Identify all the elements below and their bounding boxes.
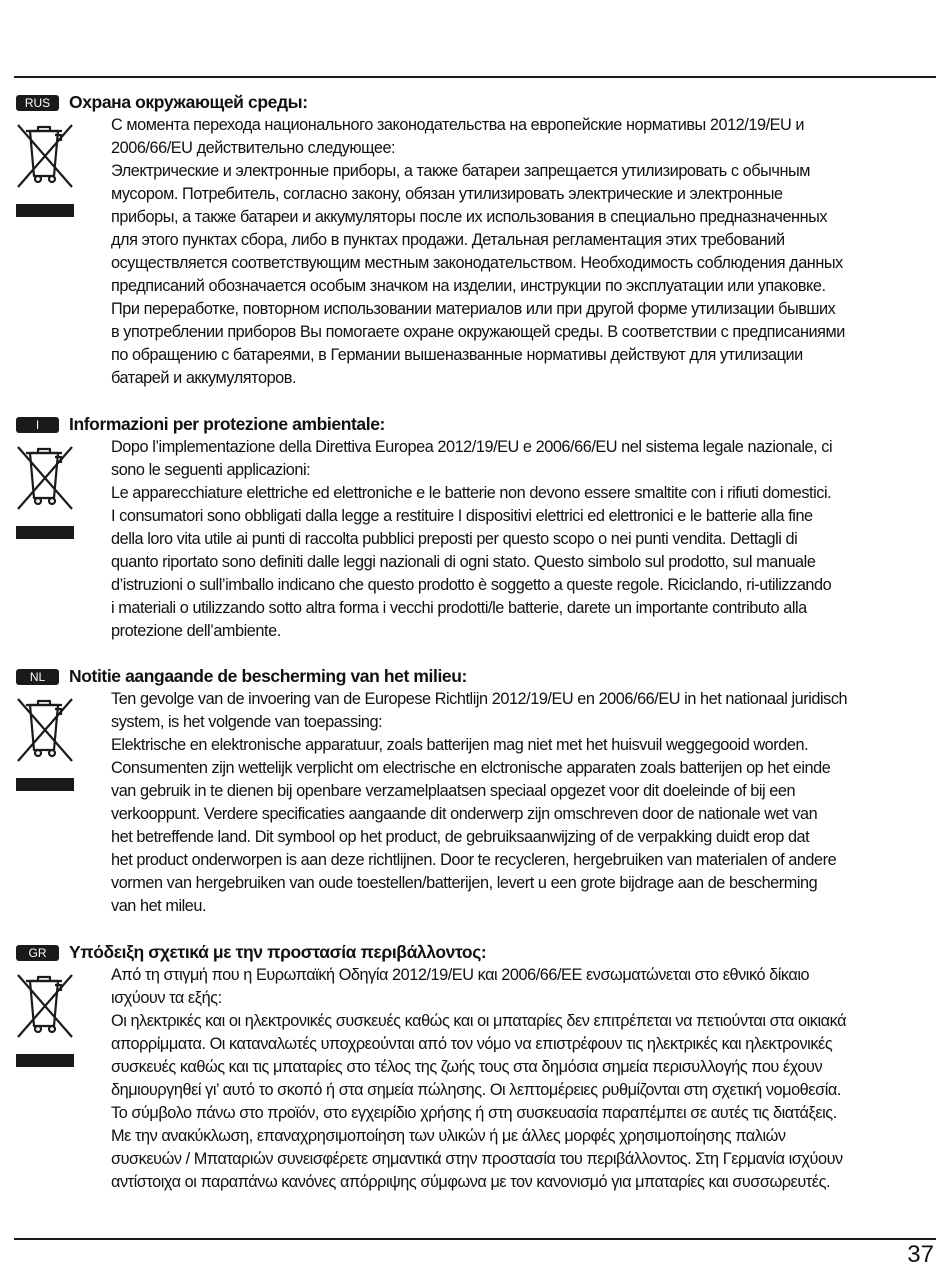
- language-badge: I: [16, 417, 59, 433]
- text-line: осуществляется соответствующим местным законодательством. Необходимость соблюдения данных: [111, 254, 843, 272]
- weee-symbol: [14, 692, 76, 791]
- text-line: Elektrische en elektronische apparatuur, zoals batterijen mag niet met het huisvuil weggegooid worden.: [111, 736, 809, 754]
- text-line: Το σύμβολο πάνω στο προϊόν, στο εγχειρίδιο χρήσης ή στη συσκευασία παραπέμπει σε αυτές τις διατάξεις.: [111, 1104, 837, 1122]
- text-line: συσκευών / Μπαταριών συνεισφέρετε σημαντικά στην προστασία του περιβάλλοντος. Στη Γερμανία ισχύουν: [111, 1150, 843, 1168]
- text-line: ισχύουν τα εξής:: [111, 989, 222, 1007]
- language-badge: NL: [16, 669, 59, 685]
- crossed-bin-icon: [14, 968, 76, 1040]
- text-line: van gebruik in te dienen bij openbare verzamelplaatsen speciaal opgezet voor dit doeleinde of bij een: [111, 782, 796, 800]
- black-bar: [16, 1054, 74, 1067]
- black-bar: [16, 204, 74, 217]
- text-line: для этого пунктах сбора, либо в пунктах продажи. Детальная регламентация этих требований: [111, 231, 785, 249]
- weee-symbol: [14, 968, 76, 1067]
- text-line: Consumenten zijn wettelijk verplicht om electrische en elctronische apparaten zoals batterijen op het einde: [111, 759, 831, 777]
- section-title: Informazioni per protezione ambientale:: [69, 414, 385, 434]
- crossed-bin-icon: [14, 118, 76, 190]
- section-title: Notitie aangaande de bescherming van het milieu:: [69, 666, 467, 686]
- section-it: [14, 414, 936, 640]
- section-body: [111, 688, 936, 918]
- text-line: Le apparecchiature elettriche ed elettroniche e le batterie non devono essere smaltite con i rifiuti domestici.: [111, 484, 832, 502]
- text-line: απορρίμματα. Οι καταναλωτές υποχρεούνται από τον νόμο να επιστρέφουν τις ηλεκτρικές και ηλεκτρονικές: [111, 1035, 833, 1053]
- black-bar: [16, 778, 74, 791]
- text-line: Ten gevolge van de invoering van de Europese Richtlijn 2012/19/EU en 2006/66/EU in het nationaal juridisch: [111, 690, 848, 708]
- crossed-bin-icon: [14, 692, 76, 764]
- text-line: αντίστοιχα οι παραπάνω κανόνες απόρριψης σύμφωνα με τον κανονισμό για μπαταρίες και συσσωρευτές.: [111, 1173, 831, 1191]
- text-line: d’istruzioni o sull’imballo indicano che questo prodotto è soggetto a queste regole. Riciclando, ri-utilizzando: [111, 576, 832, 594]
- section-body: [111, 114, 936, 390]
- text-line: system, is het volgende van toepassing:: [111, 713, 383, 731]
- crossed-bin-icon: [14, 440, 76, 512]
- text-line: С момента перехода национального законодательства на европейские нормативы 2012/19/EU и: [111, 116, 805, 134]
- text-line: het product onderworpen is aan deze richtlijnen. Door te recycleren, hergebruiken van materialen of andere: [111, 851, 837, 869]
- text-line: della loro vita utile ai punti di raccolta pubblici preposti per questo scopo o nei punti vendita. Dettagli di: [111, 530, 798, 548]
- section-title: Υπόδειξη σχετικά με την προστασία περιβάλλοντος:: [69, 942, 487, 962]
- bottom-rule: [14, 1238, 936, 1240]
- text-line: het betreffende land. Dit symbool op het product, de gebruiksaanwijzing of de verpakking duidt erop dat: [111, 828, 810, 846]
- section-title: Охрана окружающей среды:: [69, 92, 308, 112]
- top-rule: [14, 76, 936, 78]
- text-line: по обращению с батареями, в Германии вышеназванные нормативы действуют для утилизации: [111, 346, 803, 364]
- text-line: в употреблении приборов Вы помогаете охране окружающей среды. В соответствии с предписаниями: [111, 323, 845, 341]
- text-line: приборы, а также батареи и аккумуляторы после их использования в специально предназначенных: [111, 208, 828, 226]
- text-line: sono le seguenti applicazioni:: [111, 461, 311, 479]
- page-number: 37: [907, 1241, 934, 1268]
- weee-symbol: [14, 440, 76, 539]
- text-line: 2006/66/EU действительно следующее:: [111, 139, 396, 157]
- text-line: i materiali o utilizzando sotto altra forma i vecchi prodotti/le batterie, darete un importante contributo alla: [111, 599, 807, 617]
- text-line: protezione dell’ambiente.: [111, 622, 281, 640]
- text-line: Электрические и электронные приборы, а также батареи запрещается утилизировать с обычным: [111, 162, 810, 180]
- weee-symbol: [14, 118, 76, 217]
- text-line: vormen van hergebruiken van oude toestellen/batterijen, levert u een grote bijdrage aan de bescherming: [111, 874, 818, 892]
- language-badge: GR: [16, 945, 59, 961]
- text-line: При переработке, повторном использовании материалов или при другой форме утилизации бывших: [111, 300, 836, 318]
- language-badge: RUS: [16, 95, 59, 111]
- section-nl: [14, 666, 936, 915]
- text-line: quanto riportato sono definiti dalle leggi nazionali di ogni stato. Questo simbolo sul prodotto, sul manuale: [111, 553, 816, 571]
- text-line: предписаний обозначается особым значком на изделии, инструкции по эксплуатации или упаковке.: [111, 277, 826, 295]
- text-line: мусором. Потребитель, согласно закону, обязан утилизировать электрические и электронные: [111, 185, 783, 203]
- text-line: van het mileu.: [111, 897, 207, 915]
- text-line: Οι ηλεκτρικές και οι ηλεκτρονικές συσκευές καθώς και οι μπαταρίες δεν επιτρέπεται να πετιούνται στα οικιακά: [111, 1012, 847, 1030]
- text-line: Dopo l’implementazione della Direttiva Europea 2012/19/EU e 2006/66/EU nel sistema legale nazionale, ci: [111, 438, 833, 456]
- text-line: Από τη στιγμή που η Ευρωπαϊκή Οδηγία 2012/19/EU και 2006/66/EE ενσωματώνεται στο εθνικό δίκαιο: [111, 966, 810, 984]
- text-line: Με την ανακύκλωση, επαναχρησιμοποίηση των υλικών ή με άλλες μορφές χρησιμοποίησης παλιών: [111, 1127, 786, 1145]
- text-line: батарей и аккумуляторов.: [111, 369, 297, 387]
- black-bar: [16, 526, 74, 539]
- text-line: συσκευές καθώς και τις μπαταρίες στο τέλος της ζωής τους στα δημόσια σημεία περισυλλογής που έχουν: [111, 1058, 823, 1076]
- section-body: [111, 964, 936, 1194]
- section-gr: [14, 942, 936, 1191]
- section-rus: [14, 92, 936, 387]
- text-line: δημιουργηθεί γι’ αυτό το σκοπό ή στα σημεία πώλησης. Οι λεπτομέρειες ρυθμίζονται στη σχετική νομοθεσία.: [111, 1081, 841, 1099]
- text-line: verkooppunt. Verdere specificaties aangaande dit onderwerp zijn omschreven door de nationale wet van: [111, 805, 818, 823]
- section-body: [111, 436, 936, 643]
- text-line: I consumatori sono obbligati dalla legge a restituire I dispositivi elettrici ed elettronici e le batterie alla fine: [111, 507, 813, 525]
